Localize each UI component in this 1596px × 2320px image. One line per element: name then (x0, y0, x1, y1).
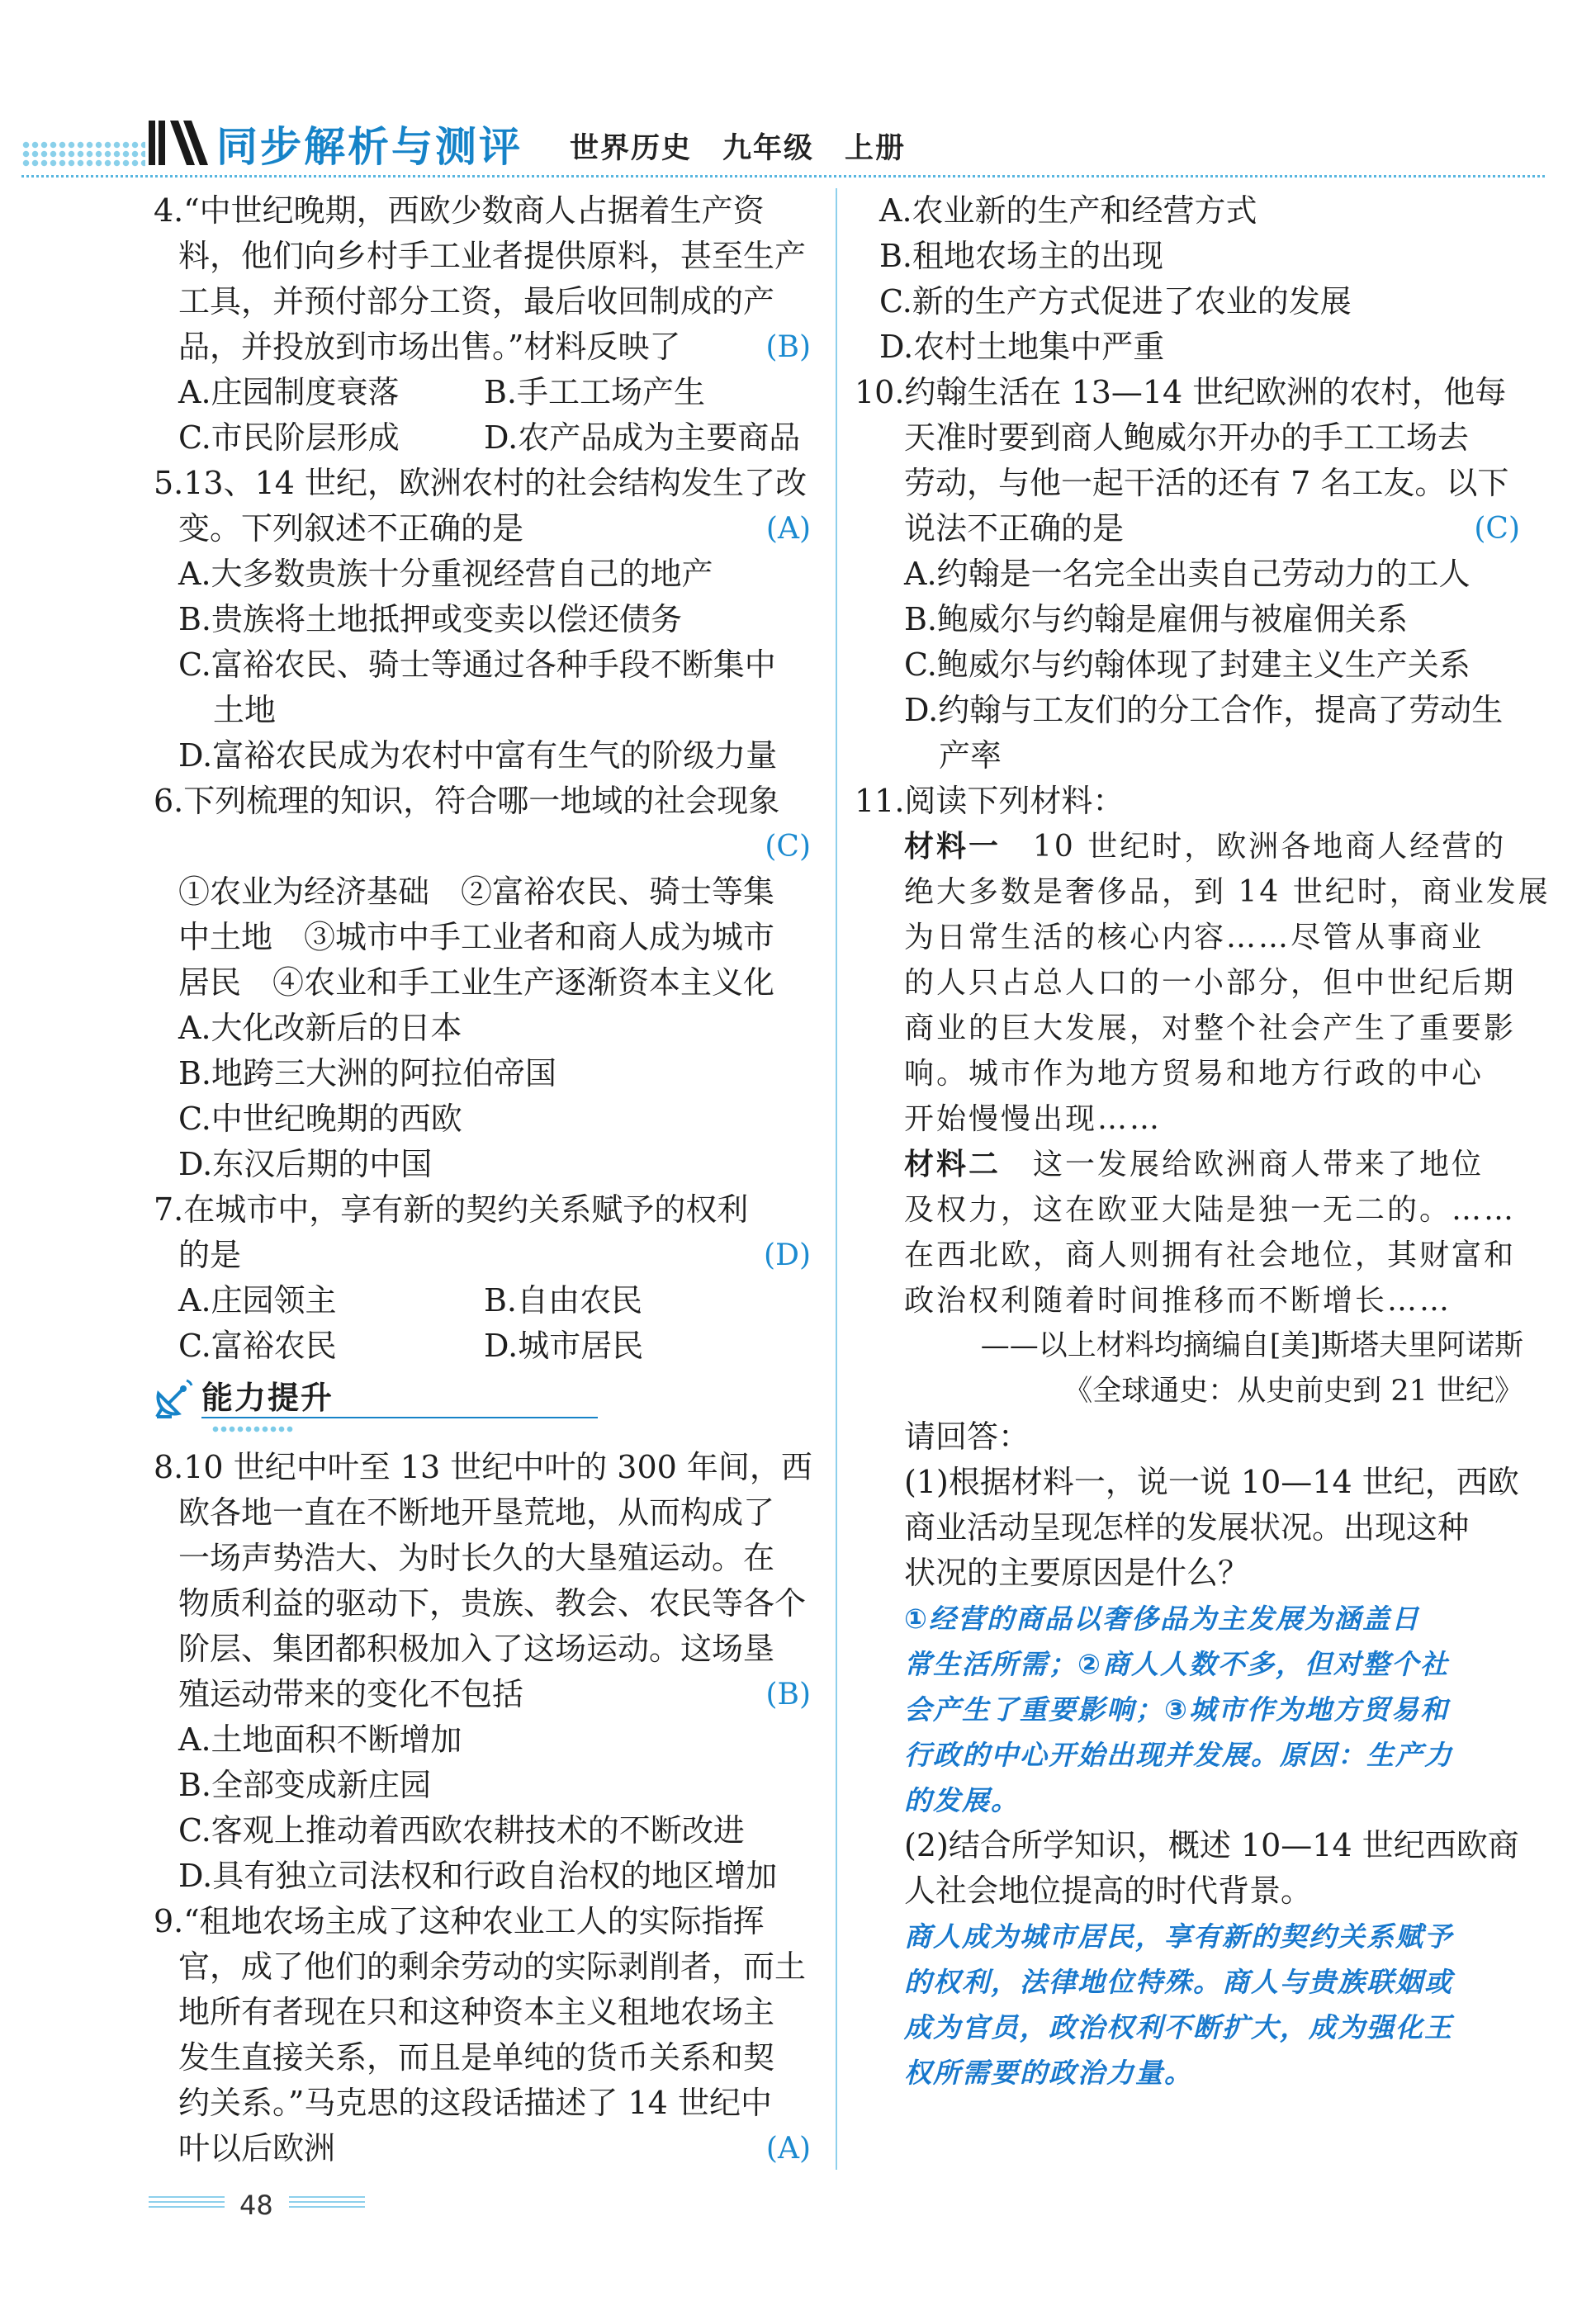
option-c: C.市民阶层形成 (178, 419, 400, 456)
material-line: 及权力，这在欧亚大陆是独一无二的。…… (904, 1193, 1517, 1227)
section-dots (211, 1425, 294, 1433)
sub-question-1: 商业活动呈现怎样的发展状况。出现这种 (904, 1509, 1470, 1546)
question-stem-line: 8.10 世纪中叶至 13 世纪中叶的 300 年间，西 (154, 1449, 812, 1485)
question-7 (154, 1187, 814, 1369)
option-row (154, 1278, 814, 1323)
question-stem-line: 天准时要到商人鲍威尔开办的手工工场去 (904, 419, 1470, 456)
answer-mark: (B) (765, 330, 811, 364)
satellite-dish-icon (154, 1375, 197, 1418)
option-d: D.东汉后期的中国 (178, 1146, 433, 1182)
material-line: 为日常生活的核心内容……尽管从事商业 (904, 921, 1485, 954)
question-stem-line: 6.下列梳理的知识，符合哪一地域的社会现象 (154, 783, 780, 819)
page-number: 48 (239, 2190, 273, 2221)
book-logo-icon (147, 117, 213, 168)
section-title: 能力提升 (201, 1380, 334, 1416)
question-stem-line: 的是 (D) (154, 1233, 814, 1278)
material-line: 绝大多数是奢侈品，到 14 世纪时，商业发展 (904, 875, 1551, 909)
option-b: B.全部变成新庄园 (178, 1767, 432, 1803)
question-stem-line: 约关系。”马克思的这段话描述了 14 世纪中 (178, 2085, 772, 2121)
material-source: ——以上材料均摘编自[美]斯塔夫里阿诺斯 (980, 1329, 1523, 1362)
question-5 (154, 461, 814, 779)
material-line: 政治权利随着时间推移而不断增长…… (904, 1284, 1452, 1318)
book-subject: 世界历史 九年级 上册 (570, 132, 907, 165)
page-footer (149, 2190, 396, 2223)
handwritten-answer-line: 的权利，法律地位特殊。商人与贵族联姻或 (904, 1966, 1453, 1998)
question-stem-line: 料，他们向乡村手工业者提供原料，甚至生产 (178, 238, 807, 274)
handwritten-answer-line: 商人成为城市居民，享有新的契约关系赋予 (904, 1920, 1453, 1953)
handwritten-answer-line: ①经营的商品以奢侈品为主发展为涵盖日 (904, 1603, 1420, 1635)
handwritten-answer-line: 行政的中心开始出现并发展。原因：生产力 (904, 1739, 1453, 1771)
question-stem-line: 说法不正确的是 (C) (855, 506, 1523, 552)
option-b: B.手工工场产生 (484, 374, 706, 410)
book-title: 同步解析与测评 (216, 123, 523, 171)
question-stem-line: 品，并投放到市场出售。”材料反映了 (B) (154, 324, 814, 370)
answer-row (154, 824, 814, 869)
question-stem-line: 殖运动带来的变化不包括 (B) (154, 1672, 814, 1717)
question-10 (855, 370, 1523, 779)
handwritten-answer-line: 常生活所需；②商人人数不多，但对整个社 (904, 1648, 1449, 1680)
answer-mark: (C) (765, 830, 811, 864)
material-source-book: 《全球通史：从史前史到 21 世纪》 (1063, 1375, 1523, 1408)
footer-lines-left (149, 2196, 225, 2211)
option-c: C.富裕农民 (178, 1328, 337, 1364)
option-a: A.大化改新后的日本 (178, 1010, 462, 1046)
option-c-continued: 土地 (213, 692, 277, 728)
material-2-label: 材料二 (904, 1148, 1002, 1181)
question-stem-line: 11.阅读下列材料： (855, 783, 1125, 819)
question-stem-line: 工具，并预付部分工资，最后收回制成的产 (178, 283, 775, 320)
answer-mark: (C) (1474, 512, 1520, 546)
material-line: 材料二 这一发展给欧洲商人带来了地位 (904, 1148, 1485, 1181)
item-line: 居民 ④农业和手工业生产逐渐资本主义化 (178, 964, 775, 1001)
option-b: B.自由农民 (484, 1282, 643, 1319)
option-c: C.鲍威尔与约翰体现了封建主义生产关系 (904, 646, 1470, 683)
prompt-label: 请回答： (904, 1418, 1030, 1455)
question-stem-line: 欧各地一直在不断地开垦荒地，从而构成了 (178, 1494, 775, 1531)
option-a: A.约翰是一名完全出卖自己劳动力的工人 (904, 556, 1470, 592)
option-c: C.新的生产方式促进了农业的发展 (879, 283, 1352, 320)
question-stem-line: 9.“租地农场主成了这种农业工人的实际指挥 (154, 1903, 765, 1939)
sub-question-2: (2)结合所学知识，概述 10—14 世纪西欧商 (904, 1827, 1519, 1863)
handwritten-answer-line: 会产生了重要影响；③城市作为地方贸易和 (904, 1693, 1449, 1726)
page-header (0, 0, 1596, 190)
footer-lines-right (289, 2196, 365, 2211)
question-9-options (855, 188, 1523, 370)
question-stem-line: 4.“中世纪晚期，西欧少数商人占据着生产资 (154, 192, 765, 229)
question-stem-line: 变。下列叙述不正确的是 (A) (154, 506, 814, 552)
question-6 (154, 779, 814, 1187)
option-a: A.大多数贵族十分重视经营自己的地产 (178, 556, 713, 592)
sub-question-1: (1)根据材料一，说一说 10—14 世纪，西欧 (904, 1464, 1519, 1500)
handwritten-answer-line: 成为官员，政治权利不断扩大，成为强化王 (904, 2011, 1453, 2043)
material-1-label: 材料一 (904, 830, 1002, 864)
option-d: D.城市居民 (484, 1328, 644, 1364)
option-row (154, 415, 814, 461)
material-line: 开始慢慢出现…… (904, 1102, 1163, 1136)
option-d: D.农产品成为主要商品 (484, 419, 801, 456)
material-line: 材料一 10 世纪时，欧洲各地商人经营的 (904, 830, 1507, 864)
material-line: 的人只占总人口的一小部分，但中世纪后期 (904, 966, 1517, 1000)
question-stem-line: 5.13、14 世纪，欧洲农村的社会结构发生了改 (154, 465, 807, 501)
answer-mark: (A) (765, 512, 811, 546)
option-d: D.富裕农民成为农村中富有生气的阶级力量 (178, 737, 778, 774)
question-stem-line: 发生直接关系，而且是单纯的货币关系和契 (178, 2039, 775, 2076)
material-line: 在西北欧，商人则拥有社会地位，其财富和 (904, 1238, 1517, 1272)
question-stem-line: 劳动，与他一起干活的还有 7 名工友。以下 (904, 465, 1509, 501)
option-d: D.农村土地集中严重 (879, 329, 1165, 365)
option-b: B.地跨三大洲的阿拉伯帝国 (178, 1055, 557, 1091)
option-a: A.庄园领主 (178, 1282, 337, 1319)
section-heading (154, 1369, 814, 1445)
question-stem-line: 地所有者现在只和这种资本主义租地农场主 (178, 1994, 775, 2030)
option-c: C.中世纪晚期的西欧 (178, 1101, 462, 1137)
question-stem-line: 阶层、集团都积极加入了这场运动。这场垦 (178, 1631, 775, 1667)
option-c: C.客观上推动着西欧农耕技术的不断改进 (178, 1812, 745, 1849)
option-row (154, 370, 814, 415)
question-stem-line: 官，成了他们的剩余劳动的实际剥削者，而土 (178, 1948, 807, 1985)
material-line: 商业的巨大发展，对整个社会产生了重要影 (904, 1011, 1517, 1045)
option-b: B.租地农场主的出现 (879, 238, 1164, 274)
header-divider (21, 175, 1545, 178)
option-a: A.土地面积不断增加 (178, 1721, 462, 1758)
item-line: 中土地 ③城市中手工业者和商人成为城市 (178, 919, 775, 955)
column-divider (836, 188, 837, 2170)
option-a: A.庄园制度衰落 (178, 374, 400, 410)
option-b: B.贵族将土地抵押或变卖以偿还债务 (178, 601, 683, 637)
material-line: 响。城市作为地方贸易和地方行政的中心 (904, 1057, 1485, 1091)
right-column (855, 188, 1551, 2095)
question-4 (154, 188, 814, 461)
question-9 (154, 1899, 814, 2171)
header-dot-decoration (21, 140, 145, 168)
question-8 (154, 1445, 814, 1899)
question-stem-line: 7.在城市中，享有新的契约关系赋予的权利 (154, 1191, 749, 1228)
option-row (154, 1323, 814, 1369)
left-column (154, 188, 814, 2171)
option-a: A.农业新的生产和经营方式 (879, 192, 1257, 229)
section-underline (201, 1417, 598, 1418)
handwritten-answer-line: 的发展。 (904, 1784, 1020, 1816)
option-d: D.具有独立司法权和行政自治权的地区增加 (178, 1858, 778, 1894)
item-line: ①农业为经济基础 ②富裕农民、骑士等集 (178, 874, 775, 910)
question-stem-line: 叶以后欧洲 (A) (154, 2126, 814, 2171)
sub-question-2: 人社会地位提高的时代背景。 (904, 1873, 1313, 1909)
option-b: B.鲍威尔与约翰是雇佣与被雇佣关系 (904, 601, 1409, 637)
answer-mark: (B) (765, 1678, 811, 1712)
answer-mark: (D) (764, 1238, 811, 1272)
question-stem-line: 物质利益的驱动下，贵族、教会、农民等各个 (178, 1585, 807, 1622)
question-stem-line: 一场声势浩大、为时长久的大垦殖运动。在 (178, 1540, 775, 1576)
handwritten-answer-line: 权所需要的政治力量。 (904, 2057, 1193, 2089)
sub-question-1: 状况的主要原因是什么？ (904, 1555, 1250, 1591)
option-c: C.富裕农民、骑士等通过各种手段不断集中 (178, 646, 776, 683)
question-stem-line: 10.约翰生活在 13—14 世纪欧洲的农村，他每 (855, 374, 1507, 410)
question-11 (855, 779, 1551, 2095)
answer-mark: (A) (765, 2132, 811, 2166)
option-d: D.约翰与工友们的分工合作，提高了劳动生 (904, 692, 1504, 728)
option-d-continued: 产率 (939, 737, 1002, 774)
